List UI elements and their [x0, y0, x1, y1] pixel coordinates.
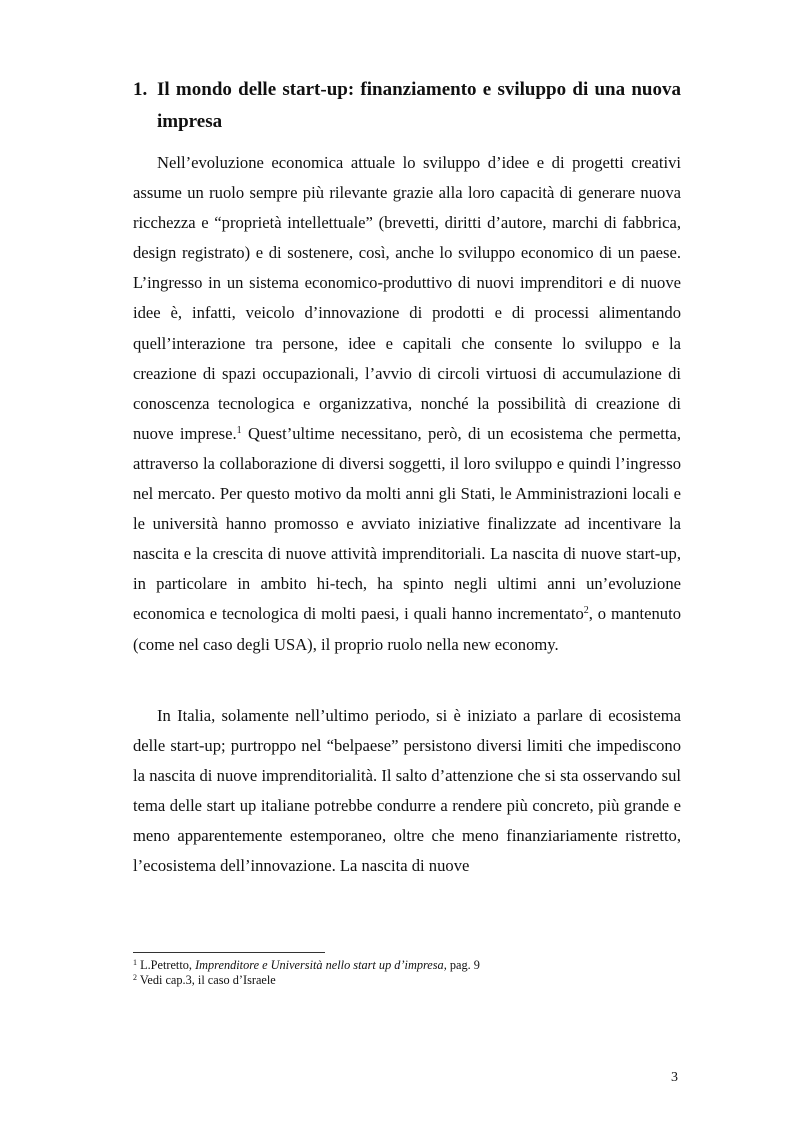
footnote-2-number: 2 [133, 973, 137, 982]
footnote-ref-1[interactable]: 1 [236, 424, 242, 436]
footnote-1-title: Imprenditore e Università nello start up d’impresa, [195, 958, 447, 972]
section-heading [133, 74, 681, 138]
section-title: Il mondo delle start-up: finanziamento e sviluppo di una nuova impresa [157, 79, 681, 132]
section-number: 1. [133, 79, 148, 100]
paragraph-2-text: In Italia, solamente nell’ultimo periodo, si è iniziato a parlare di ecosistema delle start-up; purtroppo nel “belpaese” persistono diversi limiti che impediscono la nascita di nuove imprenditorialità. Il salto d’attenzione che si sta osservando sul tema delle start up italiane potrebbe condurre a rendere più concreto, più grande e meno apparentemente estemporaneo, oltre che meno finanziariamente ristretto, l’ecosistema dell’innovazione. La nascita di nuove [133, 706, 681, 876]
body-paragraph-2 [133, 701, 681, 882]
paragraph-1-text-a: Nell’evoluzione economica attuale lo sviluppo d’idee e di progetti creativi assume un ruolo sempre più rilevante grazie alla loro capacità di generare nuova ricchezza e “proprietà intellettuale” (brevetti, diritti d’autore, marchi di fabbrica, design registrato) e di sostenere, così, anche lo sviluppo economico di un paese. L’ingresso in un sistema economico-produttivo di nuovi imprenditori e di nuove idee è, infatti, veicolo d’innovazione di prodotti e di processi alimentando quell’interazione tra persone, idee e capitali che consente lo sviluppo e la creazione di spazi occupazionali, l’avvio di circoli virtuosi di accumulazione di conoscenza tecnologica e organizzativa, nonché la possibilità di creazione di nuove imprese. [133, 153, 681, 443]
body-paragraph-1 [133, 148, 681, 660]
footnote-1-number: 1 [133, 958, 137, 967]
page-number: 3 [671, 1070, 678, 1085]
footnotes [133, 958, 681, 988]
footnote-1-page: pag. 9 [446, 958, 480, 972]
footnote-2-text: Vedi cap.3, il caso d’Israele [137, 973, 276, 987]
paragraph-1-text-b: Quest’ultime necessitano, però, di un ecosistema che permetta, attraverso la collaborazione di diversi soggetti, il loro sviluppo e quindi l’ingresso nel mercato. Per questo motivo da molti anni gli Stati, le Amministrazioni locali e le università hanno promosso e avviato iniziative finalizzate ad incentivare la nascita e la crescita di nuove attività imprenditoriali. La nascita di nuove start-up, in particolare in ambito hi-tech, ha spinto negli ultimi anni un’evoluzione economica e tecnologica di molti paesi, i quali hanno incrementato [133, 423, 681, 624]
footnote-separator [133, 952, 325, 953]
footnote-ref-2[interactable]: 2 [583, 605, 589, 617]
footnote-2 [133, 973, 681, 988]
paragraph-1-text-c: , o mantenuto (come nel caso degli USA), il proprio ruolo nella new economy. [133, 604, 681, 654]
footnote-1-author: L.Petretto, [140, 958, 196, 972]
footnote-1 [133, 958, 681, 973]
